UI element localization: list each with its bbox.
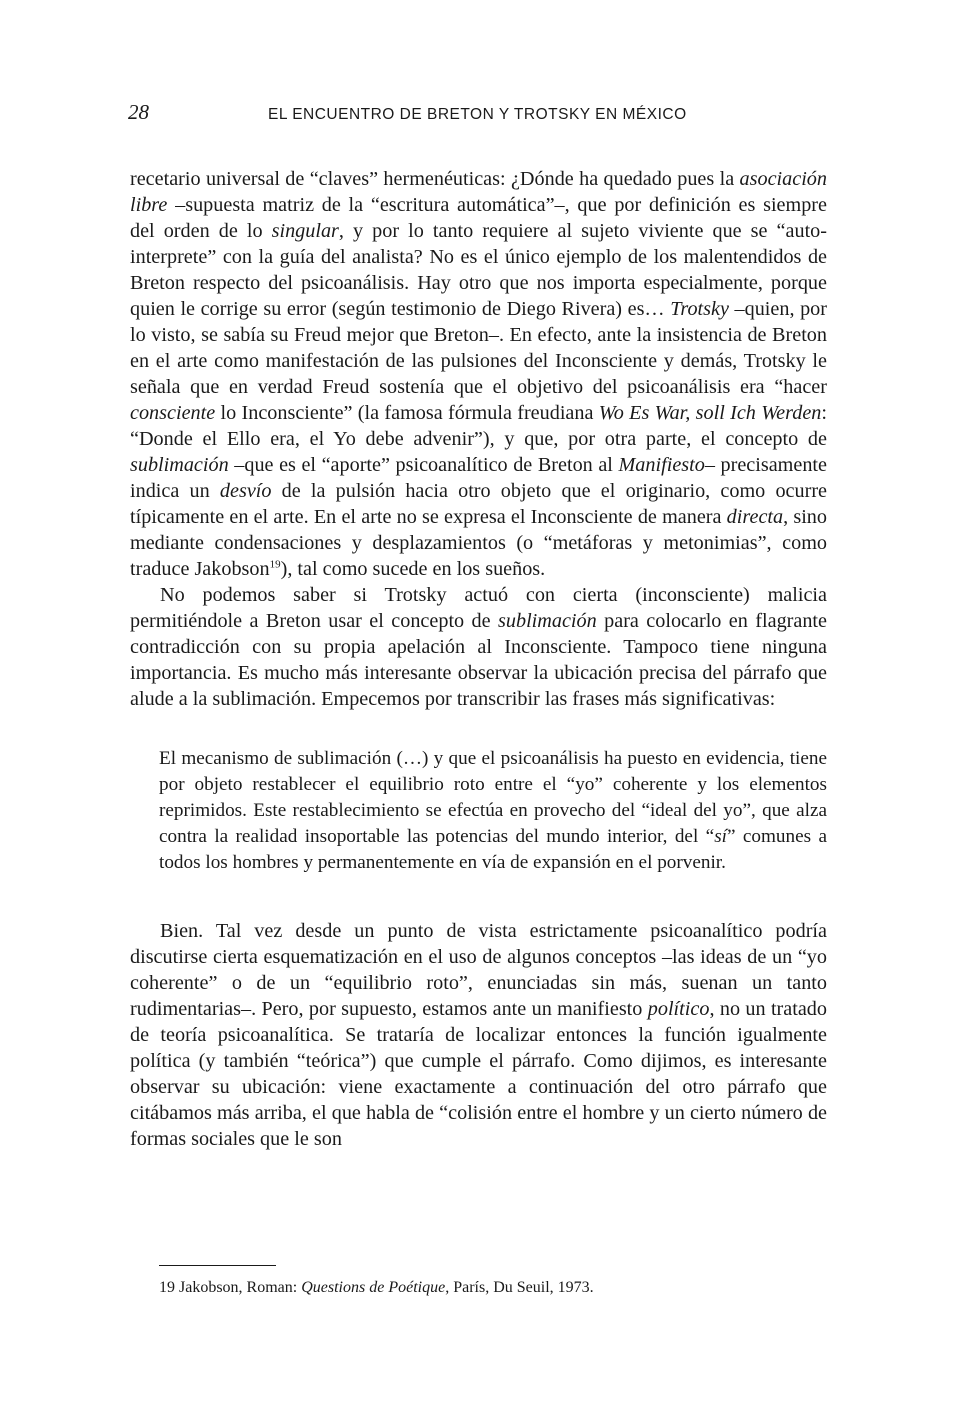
text-run: , y por lo tanto requiere al sujeto viviente que se “auto-interprete” con la guía del analista? No es el único ejemplo de los malentendidos de Breton respecto del psicoanálisis. Hay otro que nos importa especialmente, porque quien le corrige su error (según testimonio de Diego Rivera) es… <box>130 220 827 320</box>
paragraph <box>130 582 827 712</box>
text-run: Bien. Tal vez desde un punto de vista estrictamente psicoanalítico podría discutirse cierta esquematización en el uso de algunos conceptos –las ideas de un “yo coherente” o de un “equilibrio roto”, enunciadas sin más, suenan un tanto rudimentarias–. Pero, por supuesto, estamos ante un manifiesto <box>130 920 827 1020</box>
italic-text: político <box>647 998 710 1020</box>
text-run: El mecanismo de sublimación (…) y que el psicoanálisis ha puesto en evidencia, tiene por objeto restablecer el equilibrio roto entre el “yo” coherente y los elementos reprimidos. Este restablecimiento se efectúa en provecho del “ideal del yo”, que alza contra la realidad insoportable las potencias del mundo interior, del “ <box>159 748 827 847</box>
italic-text: singular <box>271 220 339 242</box>
footnote-reference: 19 <box>269 558 281 571</box>
paragraph <box>130 918 827 1152</box>
text-run: ” comunes a todos los hombres y permanentemente en vía de expansión en el porvenir. <box>159 826 827 873</box>
italic-text: Wo Es War, soll Ich Werden <box>598 402 822 424</box>
footnote-separator <box>159 1265 276 1266</box>
italic-text: sublimación <box>498 610 597 632</box>
italic-text: directa <box>726 506 784 528</box>
text-run: lo Inconsciente” (la famosa fórmula freudiana <box>215 402 599 424</box>
text-run: –supuesta matriz de la “escritura automática”–, que por definición es siempre del orden de lo <box>130 194 827 242</box>
italic-text: Questions de Poétique <box>301 1279 446 1296</box>
text-run: 19 Jakobson, Roman: <box>159 1279 302 1296</box>
italic-text: consciente <box>130 402 216 424</box>
text-run: No podemos saber si Trotsky actuó con cierta (inconsciente) malicia permitiéndole a Breton usar el concepto de <box>130 584 827 632</box>
page-number: 28 <box>128 100 149 124</box>
running-head: EL ENCUENTRO DE BRETON Y TROTSKY EN MÉXICO <box>268 106 687 123</box>
block-quote <box>159 746 827 876</box>
text-run: , sino mediante condensaciones y desplazamientos (o “metáforas y metonimias”, como traduce Jakobson <box>130 506 827 580</box>
text-run: , no un tratado de teoría psicoanalítica. Se trataría de localizar entonces la función igualmente política (y también “teórica”) que cumple el párrafo. Como dijimos, es interesante observar su ubicación: viene exactamente a continuación del otro párrafo que citábamos más arriba, el que habla de “colisión entre el hombre y un cierto número de formas sociales que le son <box>130 998 827 1150</box>
text-run: , París, Du Seuil, 1973. <box>445 1279 594 1296</box>
text-run: : “Donde el Ello era, el Yo debe advenir”), y que, por otra parte, el concepto de <box>130 402 827 450</box>
text-run: recetario universal de “claves” hermenéuticas: ¿Dónde ha quedado pues la <box>130 168 740 190</box>
italic-text: sí <box>714 826 727 847</box>
italic-text: Manifiesto <box>618 454 705 476</box>
italic-text: sublimación <box>130 454 229 476</box>
italic-text: Trotsky <box>670 298 729 320</box>
italic-text: desvío <box>219 480 272 502</box>
italic-text: asociación libre <box>130 168 827 216</box>
footnote <box>159 1278 594 1298</box>
paragraph <box>130 166 827 582</box>
text-run: –que es el “aporte” psicoanalítico de Breton al <box>228 454 619 476</box>
text-run: de la pulsión hacia otro objeto que el originario, como ocurre típicamente en el arte. En el arte no se expresa el Inconsciente de manera <box>130 480 828 528</box>
text-run: – precisamente indica un <box>130 454 827 502</box>
text-run: ), tal como sucede en los sueños. <box>280 558 546 580</box>
text-run: –quien, por lo visto, se sabía su Freud mejor que Breton–. En efecto, ante la insistencia de Breton en el arte como manifestación de las pulsiones del Inconsciente y demás, Trotsky le señala que en verdad Freud sostenía que el objetivo del psicoanálisis era “hacer <box>130 298 828 398</box>
text-run: para colocarlo en flagrante contradicción con su propia apelación al Inconsciente. Tampoco tiene ninguna importancia. Es mucho más interesante observar la ubicación precisa del párrafo que alude a la sublimación. Empecemos por transcribir las frases más significativas: <box>130 610 828 710</box>
body-text <box>130 166 827 1152</box>
